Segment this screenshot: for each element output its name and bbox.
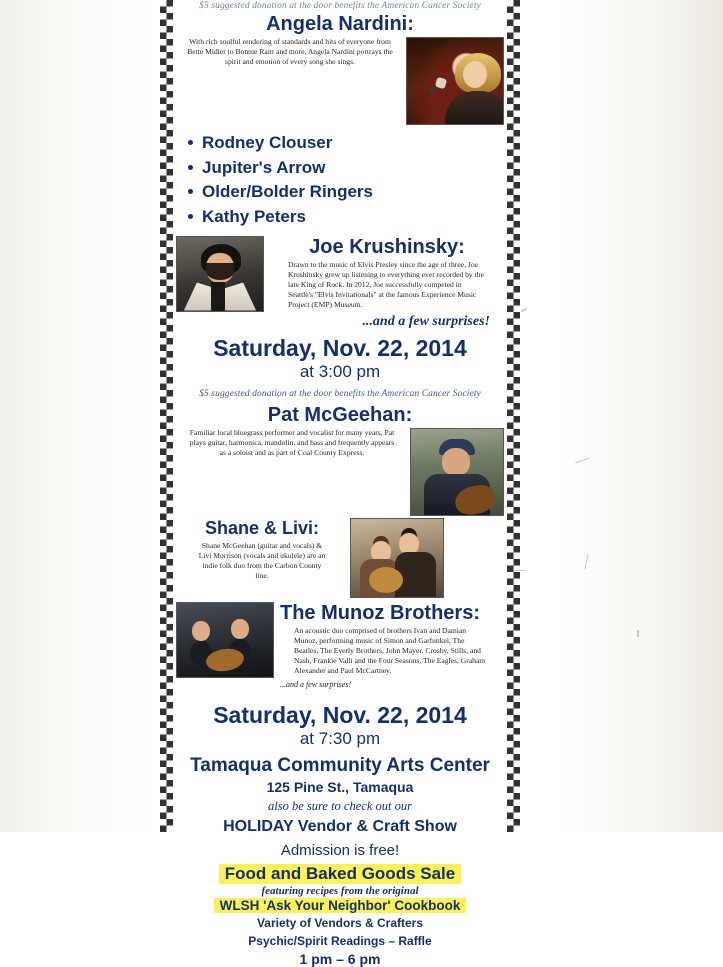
list-item: Jupiter's Arrow <box>188 156 504 181</box>
act-name-shane-and-livi: Shane & Livi: <box>204 517 320 538</box>
scan-speck <box>637 630 639 637</box>
pat-mcgeehan-photo <box>410 428 504 516</box>
show-one-time: at 3:00 pm <box>299 361 381 381</box>
shane-and-livi-photo <box>350 518 444 598</box>
vendor-craft-show-title: HOLIDAY Vendor & Craft Show <box>223 818 457 836</box>
act-blurb-pat-mcgeehan: Familiar local bluegrass performer and vocalist for many years, Pat plays guitar, harmonica, mandolin, and bass and frequently appears as a soloist and as part of Coal County Express. <box>189 427 395 457</box>
act-blurb-shane-and-livi: Shane McGeehan (guitar and vocals) & Livi Morrison (vocals and ukulele) are an indie folk duo from the Carbon County line. <box>198 540 326 580</box>
top-clipped-donation-line: $5 suggested donation at the door benefits the American Cancer Society <box>199 1 481 11</box>
act-block-joe-krushinsky <box>176 236 504 312</box>
act-block-pat-mcgeehan <box>176 428 504 516</box>
list-item: Older/Bolder Ringers <box>188 180 504 205</box>
cookbook-line <box>176 898 504 913</box>
checkerboard-border-right <box>507 0 520 832</box>
act-name-munoz-brothers: The Munoz Brothers: <box>280 601 480 624</box>
act-blurb-angela-nardini: With rich soulful rendering of standards and hits of everyone from Bette Midler to Bonnie Raitt and more, Angela Nardini portrays the spirit and emotion of every song she sings. <box>187 37 393 67</box>
joe-krushinsky-photo <box>176 236 264 312</box>
admission-line: Admission is free! <box>280 842 400 860</box>
act-blurb-joe-krushinsky: Drawn to the music of Elvis Presley since the age of three, Joe Krushinsky grew up listening to everything ever recorded by the late King of Rock. In 2012, Joe successfully competed in Seattle's "Elvis Invitationals" at the famous Experience Music Project (EMP) Museum. <box>288 259 484 309</box>
flyer-content <box>176 0 504 967</box>
event-hours: 1 pm – 6 pm <box>299 951 381 967</box>
act-block-shane-and-livi <box>176 518 504 598</box>
list-item: Kathy Peters <box>188 205 504 230</box>
act-name-pat-mcgeehan: Pat McGeehan: <box>267 403 413 426</box>
munoz-brothers-photo <box>176 602 274 678</box>
act-block-munoz-brothers <box>176 602 504 693</box>
act-name-angela-nardini: Angela Nardini: <box>266 13 414 35</box>
act-blurb-munoz-brothers: An acoustic duo comprised of brothers Ivan and Damian Munoz, performing music of Simon and Garfunkel, The Beatles, The Everly Brothers, John Mayer, Crosby, Stills, and Nash, Frankie Valli and the Four Seasons, The Eagles, Graham Alexander and Paul McCartney. <box>294 625 486 675</box>
food-sale-highlight: Food and Baked Goods Sale <box>219 864 461 884</box>
food-sale-line <box>176 864 504 884</box>
act-name-joe-krushinsky: Joe Krushinsky: <box>309 235 465 258</box>
checkerboard-border-left <box>160 0 173 832</box>
show-two-date: Saturday, Nov. 22, 2014 <box>213 701 467 728</box>
bullet-act-list <box>176 131 504 230</box>
featuring-line: featuring recipes from the original <box>261 885 419 898</box>
cookbook-highlight: WLSH 'Ask Your Neighbor' Cookbook <box>214 898 467 913</box>
angela-nardini-photo <box>406 37 504 125</box>
mid-donation-line: $5 suggested donation at the door benefits the American Cancer Society <box>199 388 481 399</box>
list-item: Rodney Clouser <box>188 131 504 156</box>
also-check-out-line: also be sure to check out our <box>268 799 412 814</box>
surprises-line-small: ...and a few surprises! <box>280 679 352 689</box>
show-two-time: at 7:30 pm <box>299 729 381 749</box>
surprises-line: ...and a few surprises! <box>362 313 490 329</box>
variety-line-1: Variety of Vendors & Crafters <box>256 916 424 931</box>
scan-speck <box>514 570 526 571</box>
act-block-angela-nardini <box>176 37 504 125</box>
show-one-date: Saturday, Nov. 22, 2014 <box>213 334 467 361</box>
variety-line-2: Psychic/Spirit Readings – Raffle <box>248 933 432 948</box>
venue-name: Tamaqua Community Arts Center <box>190 755 490 777</box>
venue-address: 125 Pine St., Tamaqua <box>266 779 414 796</box>
